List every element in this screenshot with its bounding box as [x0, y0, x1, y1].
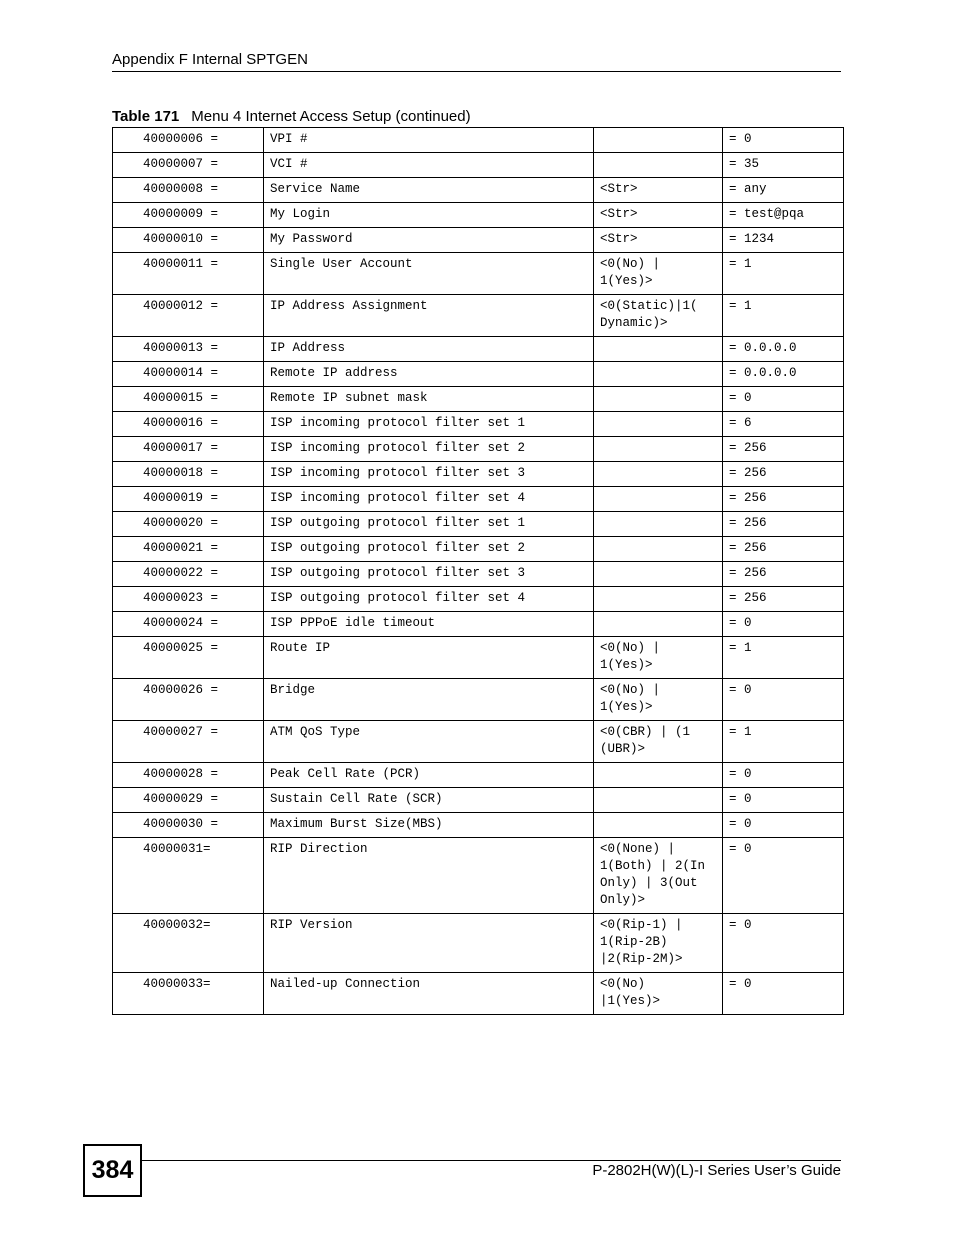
setting-options-cell	[594, 462, 723, 487]
setting-value-cell: = 0.0.0.0	[723, 337, 844, 362]
setting-value-cell: = 1	[723, 253, 844, 295]
table-row	[113, 637, 844, 679]
setting-code-cell: 40000013 =	[113, 337, 264, 362]
setting-value-cell: = 0	[723, 973, 844, 1015]
setting-options-cell: <0(None) | 1(Both) | 2(In Only) | 3(Out Only)>	[594, 838, 723, 914]
table-row	[113, 128, 844, 153]
setting-code-cell: 40000017 =	[113, 437, 264, 462]
setting-options-cell	[594, 487, 723, 512]
table-row	[113, 763, 844, 788]
setting-options-cell	[594, 587, 723, 612]
setting-options-cell: <Str>	[594, 178, 723, 203]
settings-table	[112, 127, 844, 1015]
setting-name-cell: ISP PPPoE idle timeout	[264, 612, 594, 637]
table-row	[113, 487, 844, 512]
setting-options-cell: <0(Static)|1( Dynamic)>	[594, 295, 723, 337]
setting-options-cell	[594, 612, 723, 637]
setting-code-cell: 40000009 =	[113, 203, 264, 228]
setting-value-cell: = 35	[723, 153, 844, 178]
table-row	[113, 387, 844, 412]
table-row	[113, 462, 844, 487]
setting-name-cell: ATM QoS Type	[264, 721, 594, 763]
setting-options-cell	[594, 512, 723, 537]
setting-options-cell	[594, 337, 723, 362]
setting-name-cell: ISP outgoing protocol filter set 3	[264, 562, 594, 587]
setting-value-cell: = 0	[723, 763, 844, 788]
setting-name-cell: Route IP	[264, 637, 594, 679]
table-row	[113, 153, 844, 178]
setting-name-cell: Sustain Cell Rate (SCR)	[264, 788, 594, 813]
setting-code-cell: 40000030 =	[113, 813, 264, 838]
setting-code-cell: 40000006 =	[113, 128, 264, 153]
setting-value-cell: = 1	[723, 295, 844, 337]
table-row	[113, 203, 844, 228]
setting-code-cell: 40000032=	[113, 914, 264, 973]
setting-name-cell: ISP outgoing protocol filter set 1	[264, 512, 594, 537]
setting-value-cell: = 256	[723, 462, 844, 487]
setting-options-cell	[594, 763, 723, 788]
setting-code-cell: 40000026 =	[113, 679, 264, 721]
setting-name-cell: ISP incoming protocol filter set 2	[264, 437, 594, 462]
setting-name-cell: IP Address Assignment	[264, 295, 594, 337]
setting-code-cell: 40000014 =	[113, 362, 264, 387]
table-row	[113, 813, 844, 838]
setting-value-cell: = 1	[723, 721, 844, 763]
setting-name-cell: RIP Version	[264, 914, 594, 973]
setting-name-cell: Maximum Burst Size(MBS)	[264, 813, 594, 838]
setting-code-cell: 40000012 =	[113, 295, 264, 337]
setting-value-cell: = test@pqa	[723, 203, 844, 228]
table-row	[113, 562, 844, 587]
page-header-title: Appendix F Internal SPTGEN	[112, 51, 308, 68]
setting-name-cell: ISP incoming protocol filter set 1	[264, 412, 594, 437]
setting-name-cell: RIP Direction	[264, 838, 594, 914]
setting-code-cell: 40000021 =	[113, 537, 264, 562]
setting-value-cell: = 6	[723, 412, 844, 437]
setting-name-cell: VPI #	[264, 128, 594, 153]
setting-name-cell: ISP incoming protocol filter set 4	[264, 487, 594, 512]
page-number: 384	[83, 1144, 142, 1197]
table-row	[113, 228, 844, 253]
settings-table-body	[113, 128, 844, 1015]
setting-name-cell: Bridge	[264, 679, 594, 721]
setting-code-cell: 40000016 =	[113, 412, 264, 437]
table-row	[113, 253, 844, 295]
table-row	[113, 612, 844, 637]
setting-options-cell	[594, 362, 723, 387]
setting-code-cell: 40000020 =	[113, 512, 264, 537]
setting-value-cell: = 0	[723, 387, 844, 412]
setting-code-cell: 40000015 =	[113, 387, 264, 412]
setting-options-cell	[594, 387, 723, 412]
setting-name-cell: My Login	[264, 203, 594, 228]
table-row	[113, 362, 844, 387]
table-row	[113, 178, 844, 203]
setting-value-cell: = 0.0.0.0	[723, 362, 844, 387]
setting-value-cell: = 0	[723, 612, 844, 637]
setting-value-cell: = 256	[723, 487, 844, 512]
setting-code-cell: 40000018 =	[113, 462, 264, 487]
setting-name-cell: ISP outgoing protocol filter set 2	[264, 537, 594, 562]
setting-options-cell	[594, 153, 723, 178]
header-divider	[112, 71, 841, 72]
table-row	[113, 412, 844, 437]
table-row	[113, 437, 844, 462]
table-row	[113, 721, 844, 763]
setting-options-cell	[594, 813, 723, 838]
setting-name-cell: Service Name	[264, 178, 594, 203]
setting-value-cell: = 0	[723, 788, 844, 813]
setting-value-cell: = 1234	[723, 228, 844, 253]
setting-options-cell: <0(No) |1(Yes)>	[594, 973, 723, 1015]
setting-value-cell: = 256	[723, 587, 844, 612]
setting-options-cell	[594, 412, 723, 437]
setting-options-cell: <Str>	[594, 228, 723, 253]
setting-name-cell: Nailed-up Connection	[264, 973, 594, 1015]
setting-value-cell: = 1	[723, 637, 844, 679]
setting-code-cell: 40000024 =	[113, 612, 264, 637]
setting-code-cell: 40000023 =	[113, 587, 264, 612]
table-row	[113, 838, 844, 914]
setting-value-cell: = 0	[723, 838, 844, 914]
guide-title: P-2802H(W)(L)-I Series User’s Guide	[592, 1162, 841, 1179]
setting-code-cell: 40000010 =	[113, 228, 264, 253]
table-row	[113, 537, 844, 562]
setting-code-cell: 40000027 =	[113, 721, 264, 763]
table-row	[113, 679, 844, 721]
setting-options-cell: <0(No) | 1(Yes)>	[594, 253, 723, 295]
setting-value-cell: = 256	[723, 512, 844, 537]
table-row	[113, 512, 844, 537]
setting-name-cell: My Password	[264, 228, 594, 253]
setting-code-cell: 40000011 =	[113, 253, 264, 295]
setting-name-cell: ISP outgoing protocol filter set 4	[264, 587, 594, 612]
setting-options-cell	[594, 562, 723, 587]
setting-value-cell: = 0	[723, 813, 844, 838]
setting-value-cell: = 0	[723, 128, 844, 153]
table-caption	[112, 108, 471, 125]
table-row	[113, 587, 844, 612]
footer-divider	[141, 1160, 841, 1161]
setting-code-cell: 40000029 =	[113, 788, 264, 813]
setting-options-cell	[594, 128, 723, 153]
table-caption-text: Menu 4 Internet Access Setup (continued)	[191, 108, 471, 125]
setting-name-cell: Peak Cell Rate (PCR)	[264, 763, 594, 788]
setting-code-cell: 40000007 =	[113, 153, 264, 178]
setting-options-cell	[594, 788, 723, 813]
setting-code-cell: 40000022 =	[113, 562, 264, 587]
setting-options-cell: <0(Rip-1) | 1(Rip-2B) |2(Rip-2M)>	[594, 914, 723, 973]
setting-options-cell: <Str>	[594, 203, 723, 228]
setting-code-cell: 40000033=	[113, 973, 264, 1015]
setting-value-cell: = any	[723, 178, 844, 203]
setting-options-cell	[594, 437, 723, 462]
setting-value-cell: = 0	[723, 914, 844, 973]
table-row	[113, 295, 844, 337]
setting-options-cell: <0(No) | 1(Yes)>	[594, 679, 723, 721]
setting-name-cell: Single User Account	[264, 253, 594, 295]
setting-name-cell: VCI #	[264, 153, 594, 178]
setting-code-cell: 40000025 =	[113, 637, 264, 679]
table-row	[113, 337, 844, 362]
table-row	[113, 914, 844, 973]
setting-value-cell: = 256	[723, 562, 844, 587]
setting-options-cell	[594, 537, 723, 562]
table-row	[113, 973, 844, 1015]
setting-name-cell: IP Address	[264, 337, 594, 362]
setting-code-cell: 40000019 =	[113, 487, 264, 512]
setting-code-cell: 40000008 =	[113, 178, 264, 203]
setting-code-cell: 40000028 =	[113, 763, 264, 788]
setting-value-cell: = 256	[723, 437, 844, 462]
setting-code-cell: 40000031=	[113, 838, 264, 914]
setting-value-cell: = 0	[723, 679, 844, 721]
setting-name-cell: Remote IP address	[264, 362, 594, 387]
table-row	[113, 788, 844, 813]
setting-name-cell: Remote IP subnet mask	[264, 387, 594, 412]
setting-options-cell: <0(No) | 1(Yes)>	[594, 637, 723, 679]
setting-options-cell: <0(CBR) | (1 (UBR)>	[594, 721, 723, 763]
setting-name-cell: ISP incoming protocol filter set 3	[264, 462, 594, 487]
table-caption-label: Table 171	[112, 108, 180, 125]
setting-value-cell: = 256	[723, 537, 844, 562]
